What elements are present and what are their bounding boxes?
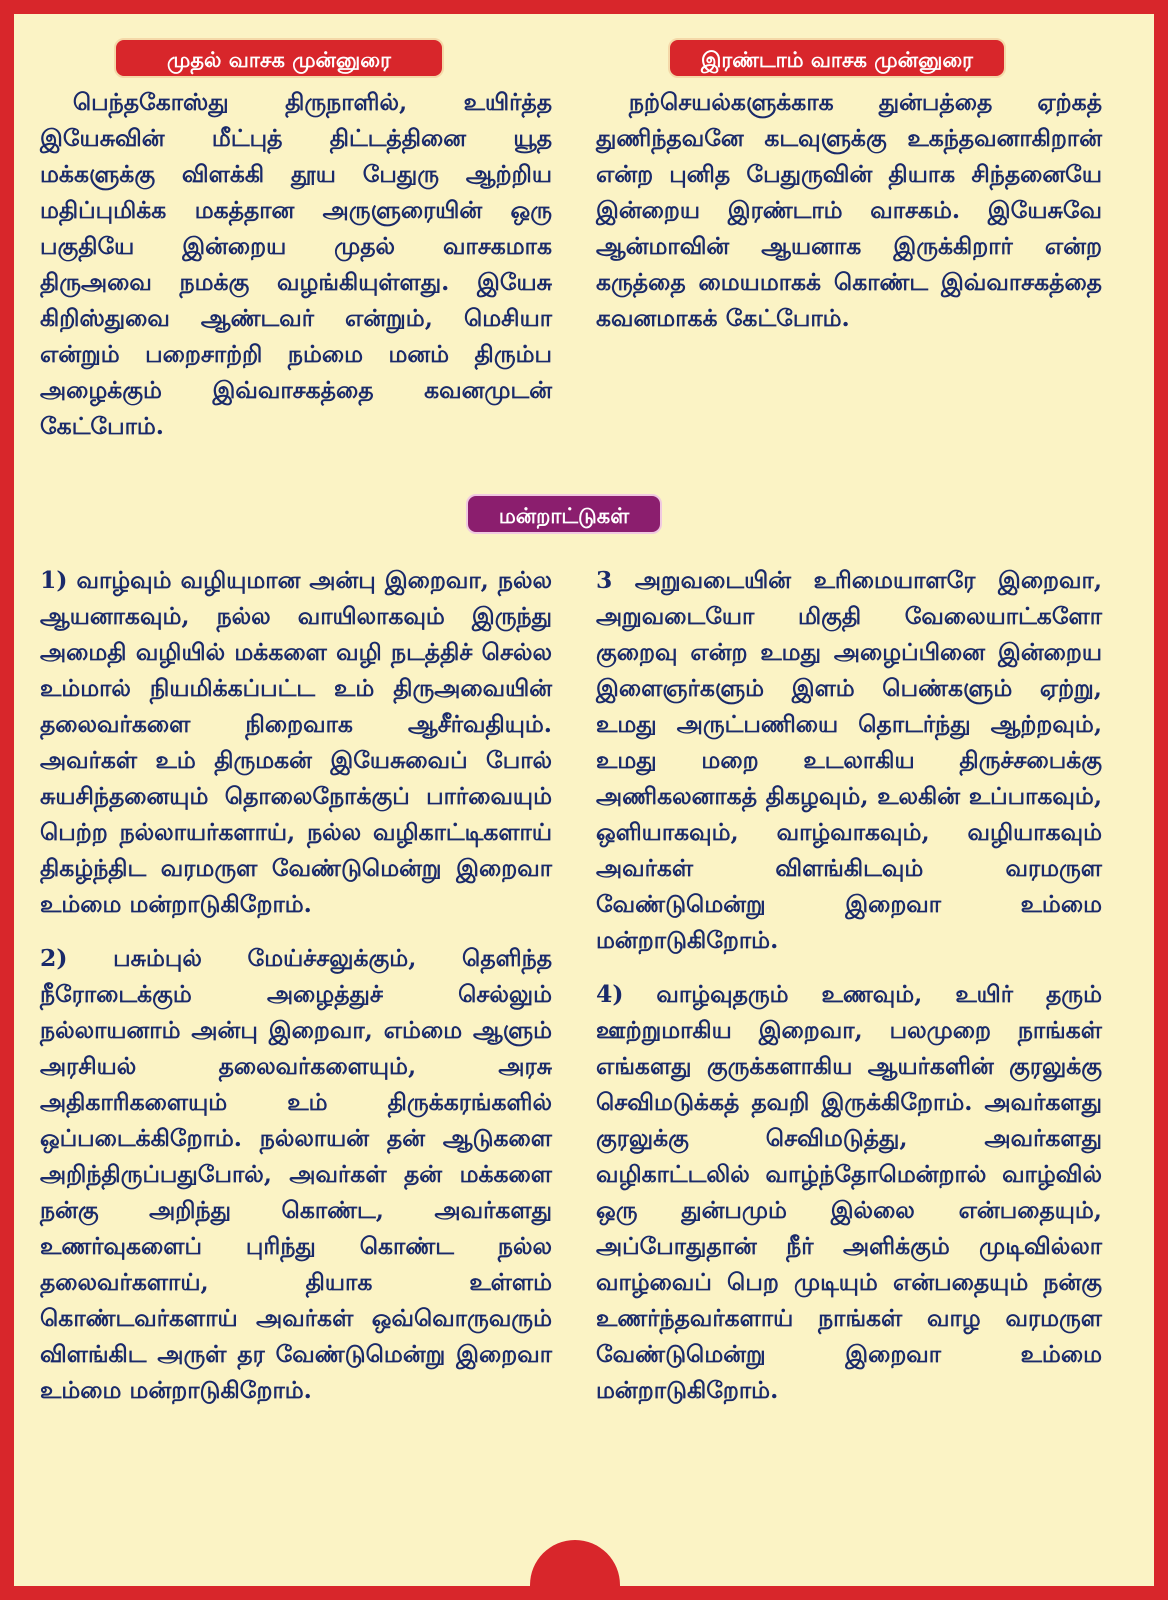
prayer-item-2: 2) பசும்புல் மேய்ச்சலுக்கும், தெளிந்த நீரோடைக்கும் அழைத்துச் செல்லும் நல்லாயனாம் அன்பு இறைவா, எம்மை ஆளும் அரசியல் தலைவர்களையும், அரசு அதிகாரிகளையும் உம் திருக்கரங்களில் ஒப்படைக்கிறோம். நல்லாயன் தன் ஆடுகளை அறிந்திருப்பதுபோல், அவர்கள் தன் மக்களை நன்கு அறிந்து கொண்ட, அவர்களது உணர்வுகளைப் புரிந்து கொண்ட நல்ல தலைவர்களாய், தியாக உள்ளம் கொண்டவர்களாய் அவர்கள் ஒவ்வொருவரும் விளங்கிட அருள் தர வேண்டுமென்று இறைவா உம்மை மன்றாடுகிறோம். <box>40 944 552 1404</box>
second-reading-heading: இரண்டாம் வாசக முன்னுரை <box>668 38 1006 78</box>
prayer-item-1: 1) வாழ்வும் வழியுமான அன்பு இறைவா, நல்ல ஆயனாகவும், நல்ல வாயிலாகவும் இருந்து அமைதி வழியில் மக்களை வழி நடத்திச் செல்ல உம்மால் நியமிக்கப்பட்ட உம் திருஅவையின் தலைவர்களை நிறைவாக ஆசீர்வதியும். அவர்கள் உம் திருமகன் இயேசுவைப் போல் சுயசிந்தனையும் தொலைநோக்குப் பார்வையும் பெற்ற நல்லாயர்களாய், நல்ல வழிகாட்டிகளாய் திகழ்ந்திட வரமருள வேண்டுமென்று இறைவா உம்மை மன்றாடுகிறோம். <box>40 566 552 918</box>
prayer-item-4: 4) வாழ்வுதரும் உணவும், உயிர் தரும் ஊற்றுமாகிய இறைவா, பலமுறை நாங்கள் எங்களது குருக்களாகிய ஆயர்களின் குரலுக்கு செவிமடுக்கத் தவறி இருக்கிறோம். அவர்களது குரலுக்கு செவிமடுத்து, அவர்களது வழிகாட்டலில் வாழ்ந்தோமென்றால் வாழ்வில் ஒரு துன்பமும் இல்லை என்பதையும், அப்போதுதான் நீர் அளிக்கும் முடிவில்லா வாழ்வைப் பெற முடியும் என்பதையும் நன்கு உணர்ந்தவர்களாய் நாங்கள் வாழ வரமருள வேண்டுமென்று இறைவா உம்மை மன்றாடுகிறோம். <box>596 980 1102 1404</box>
prayer-item-3: 3 அறுவடையின் உரிமையாளரே இறைவா, அறுவடையோ மிகுதி வேலையாட்களோ குறைவு என்ற உமது அழைப்பினை இன்றைய இளைஞர்களும் இளம் பெண்களும் ஏற்று, உமது அருட்பணியை தொடர்ந்து ஆற்றவும், உமது மறை உடலாகிய திருச்சபைக்கு அணிகலனாகத் திகழவும், உலகின் உப்பாகவும், ஒளியாகவும், வாழ்வாகவும், வழியாகவும் அவர்கள் விளங்கிடவும் வரமருள வேண்டுமென்று இறைவா உம்மை மன்றாடுகிறோம். <box>596 566 1102 954</box>
prayers-heading: மன்றாட்டுகள் <box>466 494 662 534</box>
first-reading-intro <box>40 84 552 444</box>
prayers-right-column <box>596 562 1102 1408</box>
page <box>14 14 1154 1586</box>
second-reading-text: நற்செயல்களுக்காக துன்பத்தை ஏற்கத் துணிந்தவனே கடவுளுக்கு உகந்தவனாகிறான் என்ற புனித பேதுருவின் தியாக சிந்தனையே இன்றைய இரண்டாம் வாசகம். இயேசுவே ஆன்மாவின் ஆயனாக இருக்கிறார் என்ற கருத்தை மையமாகக் கொண்ட இவ்வாசகத்தை கவனமாகக் கேட்போம். <box>596 88 1102 332</box>
second-reading-intro <box>596 84 1102 336</box>
first-reading-text: பெந்தகோஸ்து திருநாளில், உயிர்த்த இயேசுவின் மீட்புத் திட்டத்தினை யூத மக்களுக்கு விளக்கி தூய பேதுரு ஆற்றிய மதிப்புமிக்க மகத்தான அருளுரையின் ஒரு பகுதியே இன்றைய முதல் வாசகமாக திருஅவை நமக்கு வழங்கியுள்ளது. இயேசு கிறிஸ்துவை ஆண்டவர் என்றும், மெசியா என்றும் பறைசாற்றி நம்மை மனம் திரும்ப அழைக்கும் இவ்வாசகத்தை கவனமுடன் கேட்போம். <box>40 88 552 440</box>
prayers-left-column <box>40 562 552 1408</box>
first-reading-heading: முதல் வாசக முன்னுரை <box>114 38 444 78</box>
